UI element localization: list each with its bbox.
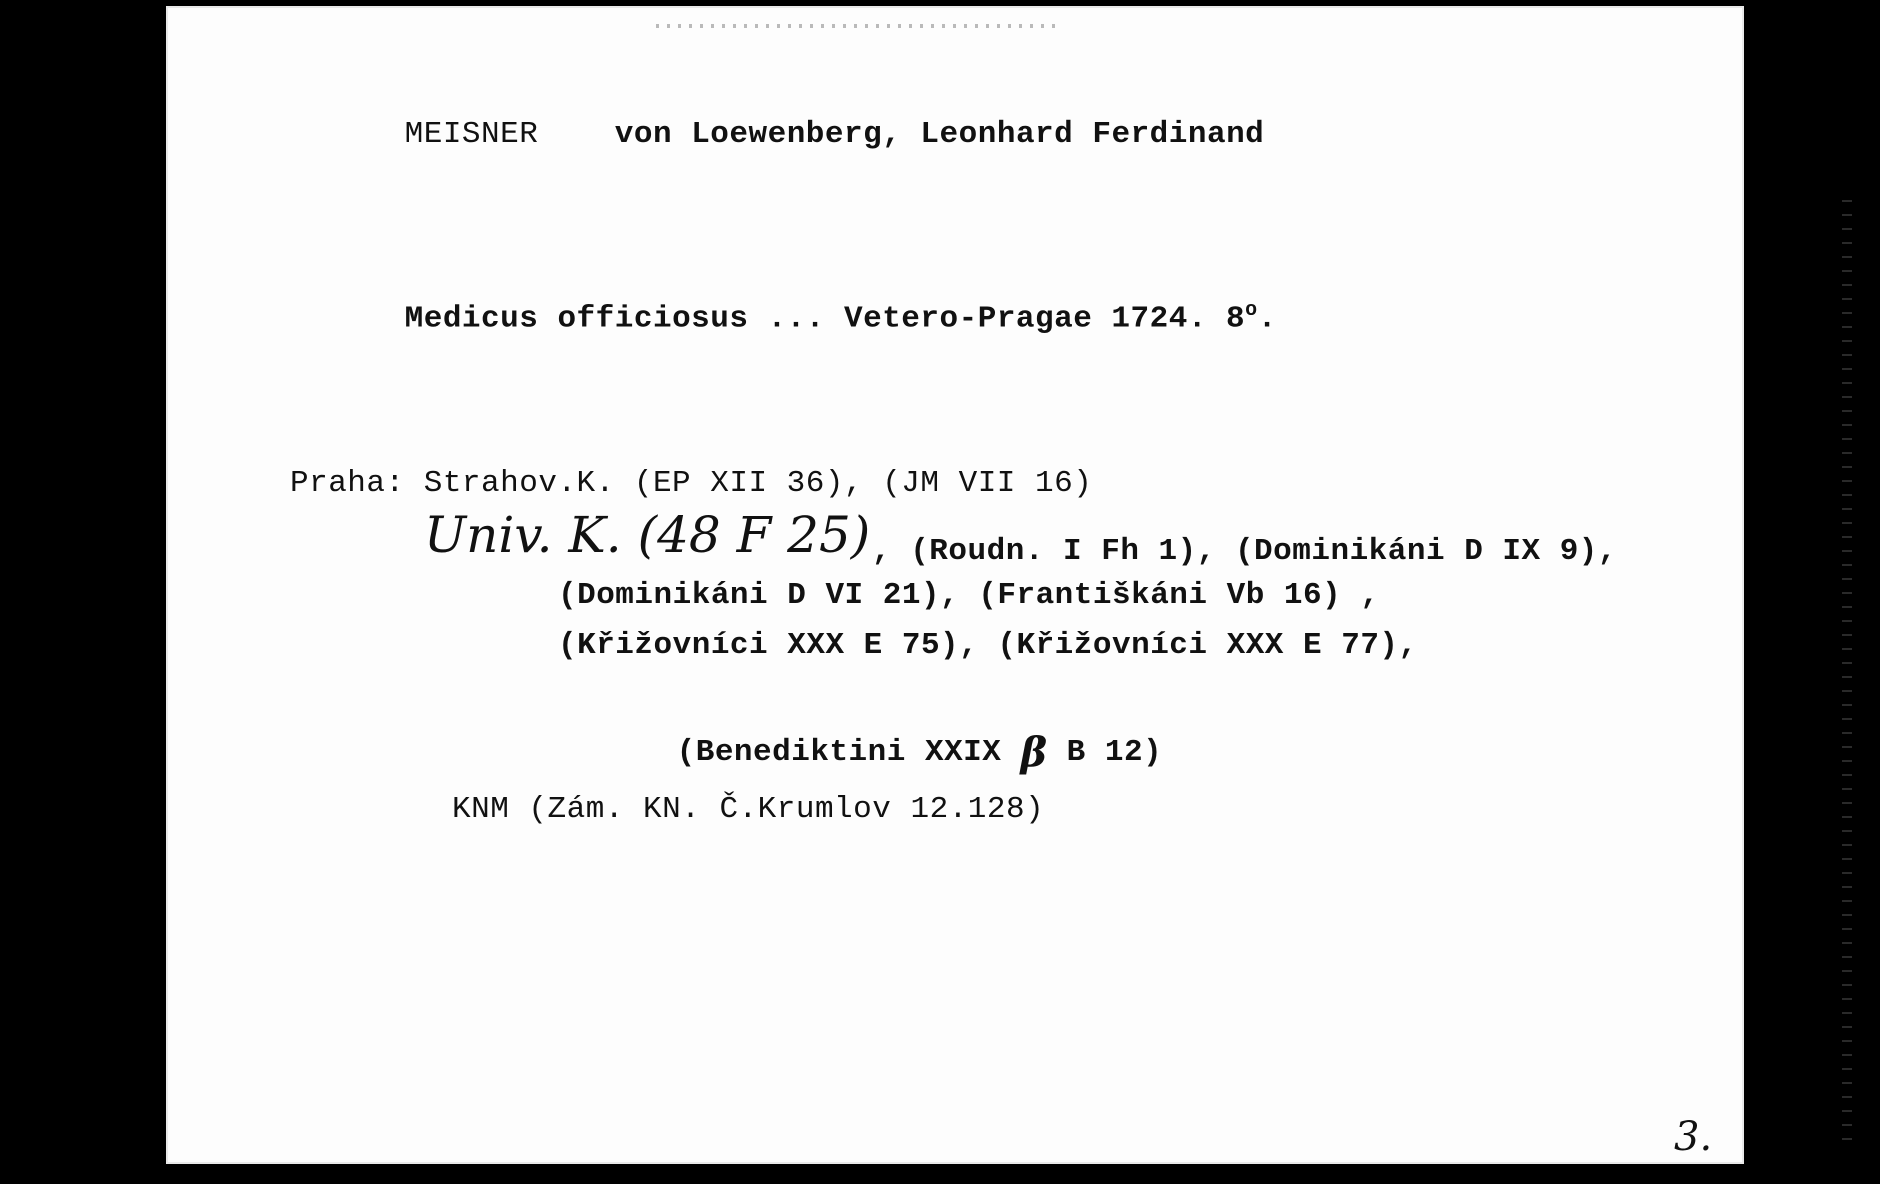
author-heading	[290, 82, 1264, 187]
holdings-line-2: , (Roudn. I Fh 1), (Dominikáni D IX 9),	[872, 534, 1618, 569]
title-line	[290, 264, 1277, 371]
scan-edge-noise	[1842, 200, 1852, 1150]
knm-line: KNM (Zám. KN. Č.Krumlov 12.128)	[452, 792, 1045, 827]
holdings-line-5	[562, 688, 1162, 805]
benediktini-end: B 12)	[1066, 735, 1163, 770]
format-mark: o	[1245, 299, 1258, 322]
handwritten-beta: β	[1020, 729, 1048, 776]
author-surname: MEISNER	[404, 117, 539, 152]
title-end: .	[1257, 301, 1277, 337]
benediktini-start: (Benediktini XXIX	[676, 735, 1002, 770]
holdings-line-4: (Křižovníci XXX E 75), (Křižovníci XXX E 77),	[558, 628, 1418, 663]
holdings-line-3: (Dominikáni D VI 21), (Františkáni Vb 16) ,	[558, 578, 1380, 613]
author-name-rest: von Loewenberg, Leonhard Ferdinand	[614, 117, 1265, 152]
title-text: Medicus officiosus ... Vetero-Pragae 1724. 8	[404, 301, 1246, 337]
page-number: 3.	[1674, 1114, 1713, 1160]
catalog-card	[166, 6, 1744, 1164]
scan-noise	[656, 24, 1056, 28]
holdings-praha-line: Praha: Strahov.K. (EP XII 36), (JM VII 16)	[290, 466, 1093, 501]
handwritten-univ-signature: Univ. K. (48 F 25)	[424, 506, 871, 564]
